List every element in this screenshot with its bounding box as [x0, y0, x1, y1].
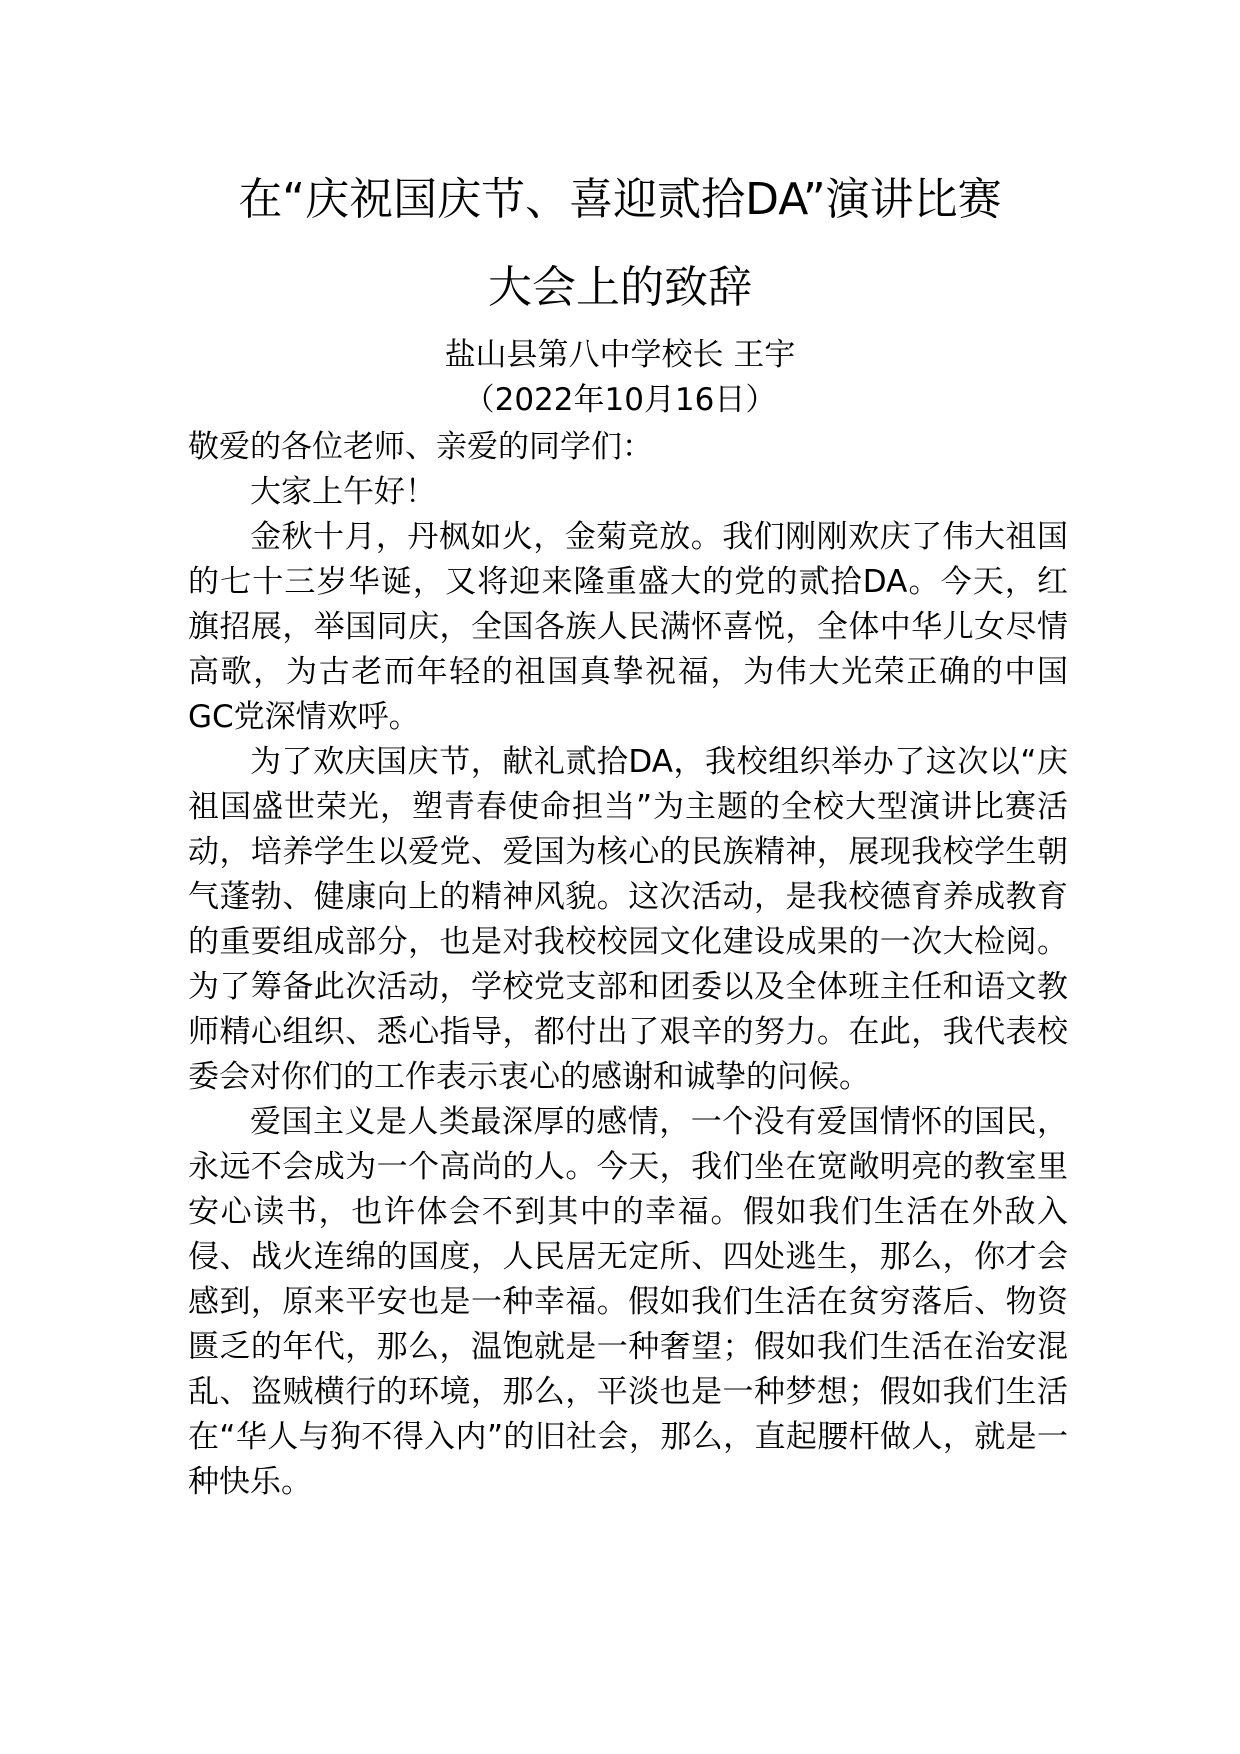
paragraph-2: 为了欢庆国庆节，献礼贰拾DA，我校组织举办了这次以“庆祖国盛世荣光，塑青春使命担当”为主题的全校大型演讲比赛活动，培养学生以爱党、爱国为核心的民族精神，展现我校学生朝气蓬勃、健康向上的精神风貌。这次活动，是我校德育养成教育的重要组成部分，也是对我校校园文化建设成果的一次大检阅。为了筹备此次活动，学校党支部和团委以及全体班主任和语文教师精心组织、悉心指导，都付出了艰辛的努力。在此，我代表校委会对你们的工作表示衷心的感谢和诚挚的问候。: [188, 744, 1068, 1095]
author-line: 盐山县第八中学校长 王宇: [444, 337, 796, 373]
paragraph-3: 爱国主义是人类最深厚的感情，一个没有爱国情怀的国民，永远不会成为一个高尚的人。今天，我们坐在宽敞明亮的教室里安心读书，也许体会不到其中的幸福。假如我们生活在外敌入侵、战火连绵的国度，人民居无定所、四处逃生，那么，你才会感到，原来平安也是一种幸福。假如我们生活在贫穷落后、物资匮乏的年代，那么，温饱就是一种奢望；假如我们生活在治安混乱、盗贼横行的环境，那么，平淡也是一种梦想；假如我们生活在“华人与狗不得入内”的旧社会，那么，直起腰杆做人，就是一种快乐。: [188, 1104, 1068, 1500]
document-title-line-1: 在“庆祝国庆节、喜迎贰拾DA”演讲比赛: [238, 174, 1002, 225]
date-line: （2022年10月16日）: [463, 382, 777, 418]
paragraph-1: 金秋十月，丹枫如火，金菊竞放。我们刚刚欢庆了伟大祖国的七十三岁华诞，又将迎来隆重盛大的党的贰拾DA。今天，红旗招展，举国同庆，全国各族人民满怀喜悦，全体中华儿女尽情高歌，为古老而年轻的祖国真挚祝福，为伟大光荣正确的中国GC党深情欢呼。: [188, 519, 1068, 735]
paragraph-greeting: 大家上午好！: [250, 474, 436, 510]
document-title-line-2: 大会上的致辞: [488, 262, 752, 313]
salutation: 敬爱的各位老师、亲爱的同学们：: [188, 429, 653, 465]
speech-body: [188, 425, 1068, 1505]
